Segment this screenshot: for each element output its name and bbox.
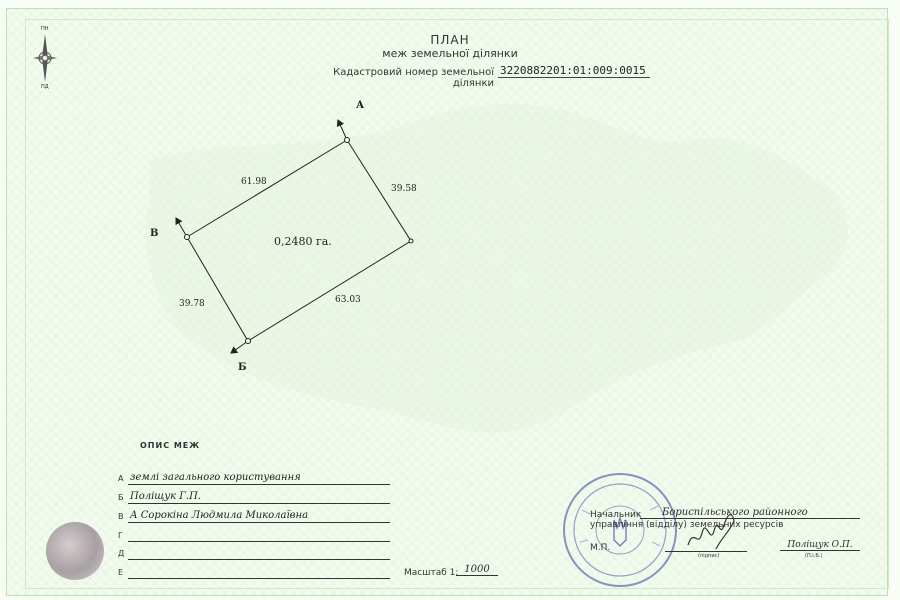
- boundary-row: [118, 472, 393, 486]
- boundary-row: [118, 566, 393, 580]
- scale-value: 1000: [456, 564, 498, 576]
- side-length-bottom: 63.03: [335, 295, 361, 305]
- direction-arrow-a: [338, 120, 347, 140]
- boundary-row-text: А Сорокіна Людмила Миколаївна: [130, 510, 309, 521]
- corner-point-b: [185, 235, 190, 240]
- signature-caption: (підпис): [698, 553, 720, 559]
- stamp-place-label: М.П.: [590, 543, 611, 553]
- direction-arrow-b: [176, 218, 187, 237]
- page-subtitle: меж земельної ділянки: [382, 47, 518, 60]
- cadastral-label: Кадастровий номер земельної ділянки: [333, 67, 494, 89]
- boundary-row-letter: Е: [118, 568, 124, 577]
- hologram-seal-image: [46, 522, 104, 580]
- corner-point-d: [409, 239, 413, 243]
- boundary-row-letter: Б: [118, 493, 124, 502]
- head-label: Начальник: [590, 510, 642, 520]
- boundary-row-text: Поліщук Г.П.: [130, 491, 201, 502]
- compass-north-label: ПН: [41, 26, 49, 32]
- boundary-row-letter: Д: [118, 549, 125, 558]
- boundary-row-text: землі загального користування: [130, 472, 301, 483]
- cadastral-number: 3220882201:01:009:0015: [498, 64, 650, 78]
- name-caption: (П.І.Б.): [805, 553, 823, 559]
- boundary-row-line: [128, 547, 390, 560]
- boundary-row: [118, 491, 393, 505]
- side-length-top: 61.98: [241, 177, 267, 187]
- scale-label: Масштаб 1:: [404, 568, 459, 578]
- boundary-row-letter: А: [118, 474, 124, 483]
- boundary-row: [118, 547, 393, 561]
- corner-point-c: [246, 339, 251, 344]
- boundary-row: [118, 529, 393, 543]
- official-stamp-image: [560, 470, 680, 590]
- corner-label-a: А: [356, 100, 365, 111]
- direction-arrow-c: [231, 341, 248, 353]
- corner-label-b: В: [150, 228, 159, 239]
- boundary-row-line: [128, 566, 390, 579]
- office-name: Бориспільського районного: [640, 507, 860, 519]
- boundary-row: [118, 510, 393, 524]
- boundary-row-line: [128, 529, 390, 542]
- corner-label-c: Б: [238, 362, 247, 373]
- plot-area: 0,2480 га.: [274, 235, 332, 248]
- department-label: управління (відділу) земельних ресурсів: [590, 520, 784, 530]
- handwritten-signature-image: [680, 505, 750, 555]
- official-name: Поліщук О.П.: [780, 540, 860, 551]
- boundary-row-letter: Г: [118, 531, 123, 540]
- compass-south-label: ПД: [41, 84, 49, 90]
- side-length-left: 39.78: [179, 299, 205, 309]
- side-length-right: 39.58: [391, 184, 417, 194]
- page-title: ПЛАН: [430, 33, 470, 47]
- boundaries-title: ОПИС МЕЖ: [140, 441, 201, 450]
- boundary-row-letter: В: [118, 512, 124, 521]
- corner-point-a: [345, 138, 350, 143]
